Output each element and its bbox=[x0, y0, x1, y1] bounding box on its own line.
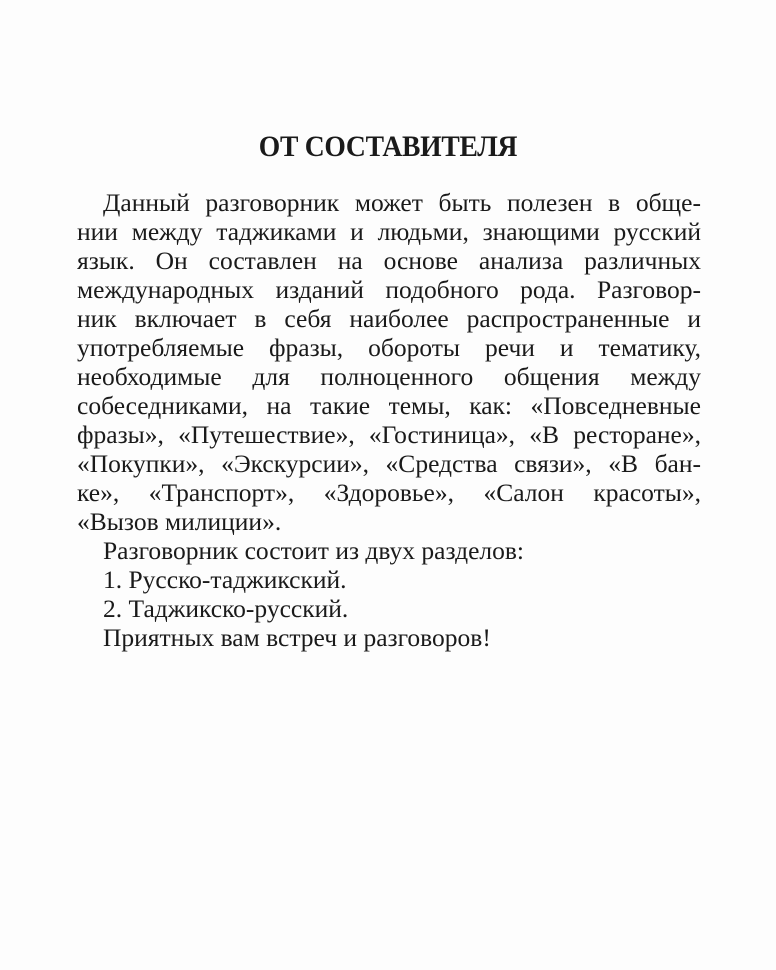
paragraph-line: «Вызов милиции». bbox=[77, 507, 282, 536]
paragraph-line: ник включает в себя наиболее распространенные и bbox=[77, 304, 701, 333]
page-title: ОТ СОСТАВИТЕЛЯ bbox=[258, 130, 518, 163]
paragraph-line: Данный разговорник может быть полезен в обще- bbox=[103, 188, 701, 217]
section-item: 1. Русско-таджикский. bbox=[103, 565, 347, 594]
paragraph-line: международных изданий подобного рода. Разговор- bbox=[77, 275, 701, 304]
paragraph-line: необходимые для полноценного общения между bbox=[77, 362, 701, 391]
paragraph-line: ке», «Транспорт», «Здоровье», «Салон красоты», bbox=[77, 478, 701, 507]
paragraph-line: язык. Он составлен на основе анализа различных bbox=[77, 246, 701, 275]
sections-intro: Разговорник состоит из двух разделов: bbox=[103, 536, 524, 565]
paragraph-line: нии между таджиками и людьми, знающими русский bbox=[77, 217, 701, 246]
preface-body bbox=[77, 188, 701, 652]
paragraph-line: собеседниками, на такие темы, как: «Повседневные bbox=[77, 391, 701, 420]
closing-line: Приятных вам встреч и разговоров! bbox=[103, 623, 491, 652]
paragraph-line: «Покупки», «Экскурсии», «Средства связи», «В бан- bbox=[77, 449, 701, 478]
paragraph-line: фразы», «Путешествие», «Гостиница», «В ресторане», bbox=[77, 420, 701, 449]
paragraph-line: употребляемые фразы, обороты речи и тематику, bbox=[77, 333, 701, 362]
section-item: 2. Таджикско-русский. bbox=[103, 594, 349, 623]
